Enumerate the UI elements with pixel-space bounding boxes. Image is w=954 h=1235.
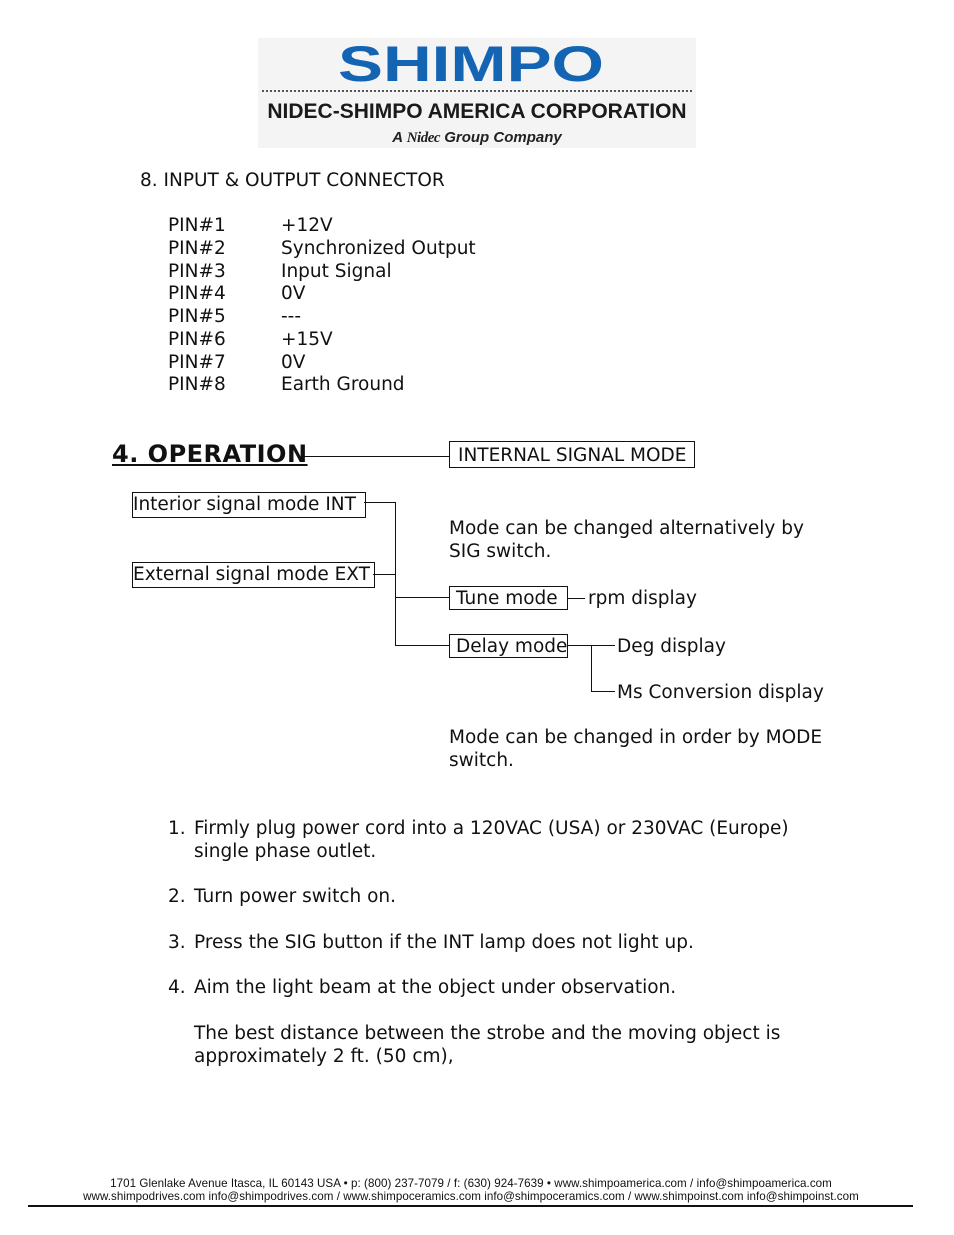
mode-switch-note: Mode can be changed in order by MODE — [449, 727, 823, 748]
external-signal-mode-box: External signal mode EXT — [132, 562, 375, 588]
connector-line — [373, 574, 396, 575]
step-number: 2. — [168, 886, 186, 907]
step-text: Turn power switch on. — [194, 886, 397, 907]
mode-switch-note: switch. — [449, 750, 514, 771]
header-dotted-rule — [262, 90, 692, 92]
interior-signal-mode-box: Interior signal mode INT — [132, 492, 366, 518]
pin-value: 0V — [281, 283, 306, 304]
nidec-brand: Nidec — [406, 130, 441, 146]
pin-label: PIN#8 — [168, 374, 226, 395]
sig-switch-note: Mode can be changed alternatively by — [449, 518, 804, 539]
pin-value: 0V — [281, 352, 306, 373]
pin-value: +15V — [281, 329, 333, 350]
pin-value: Input Signal — [281, 261, 392, 282]
connector-line — [591, 645, 592, 692]
internal-signal-mode-box: INTERNAL SIGNAL MODE — [449, 441, 695, 468]
step-number: 4. — [168, 977, 186, 998]
group-suffix: Group Company — [444, 129, 562, 146]
connector-line — [364, 502, 396, 503]
connector-line — [395, 502, 396, 646]
step-text: single phase outlet. — [194, 841, 377, 862]
pin-label: PIN#7 — [168, 352, 226, 373]
group-company-line — [260, 129, 694, 147]
step-number: 3. — [168, 932, 186, 953]
tune-mode-box: Tune mode — [449, 586, 568, 610]
footer-address-line: 1701 Glenlake Avenue Itasca, IL 60143 USA • p: (800) 237-7079 / f: (630) 924-7639 • www.shimpoamerica.com / info@shimpoamerica.com — [110, 1177, 832, 1190]
shimpo-logo — [336, 44, 606, 84]
pin-value: Earth Ground — [281, 374, 405, 395]
step-text: Aim the light beam at the object under observation. — [194, 977, 677, 998]
ms-conversion-display-label: Ms Conversion display — [617, 682, 824, 703]
step-number: 1. — [168, 818, 186, 839]
pin-label: PIN#6 — [168, 329, 226, 350]
pin-label: PIN#1 — [168, 215, 226, 236]
pin-label: PIN#3 — [168, 261, 226, 282]
pin-value: --- — [281, 306, 302, 327]
pin-label: PIN#5 — [168, 306, 226, 327]
connector-line — [304, 456, 449, 457]
pin-value: Synchronized Output — [281, 238, 476, 259]
section-8-heading: 8. INPUT & OUTPUT CONNECTOR — [140, 170, 445, 191]
distance-note: approximately 2 ft. (50 cm), — [194, 1046, 454, 1067]
connector-line — [395, 597, 449, 598]
pin-label: PIN#4 — [168, 283, 226, 304]
sig-switch-note: SIG switch. — [449, 541, 552, 562]
deg-display-label: Deg display — [617, 636, 726, 657]
footer-websites-line: www.shimpodrives.com info@shimpodrives.com / www.shimpoceramics.com info@shimpoceramics.com / www.shimpoinst.com info@shimpoinst.com — [83, 1190, 859, 1203]
step-text: Firmly plug power cord into a 120VAC (USA) or 230VAC (Europe) — [194, 818, 789, 839]
connector-line — [395, 645, 449, 646]
logo-wordmark: SHIMPO — [338, 44, 604, 84]
operation-heading: 4. OPERATION — [112, 440, 308, 468]
connector-line — [591, 691, 615, 692]
rpm-display-label: rpm display — [588, 588, 697, 609]
step-text: Press the SIG button if the INT lamp does not light up. — [194, 932, 694, 953]
footer-rule — [28, 1205, 913, 1207]
connector-line — [568, 598, 585, 599]
distance-note: The best distance between the strobe and the moving object is — [194, 1023, 781, 1044]
delay-mode-box: Delay mode — [449, 634, 568, 658]
pin-value: +12V — [281, 215, 333, 236]
group-prefix: A — [392, 129, 403, 146]
corporation-name: NIDEC-SHIMPO AMERICA CORPORATION — [267, 100, 687, 123]
pin-label: PIN#2 — [168, 238, 226, 259]
